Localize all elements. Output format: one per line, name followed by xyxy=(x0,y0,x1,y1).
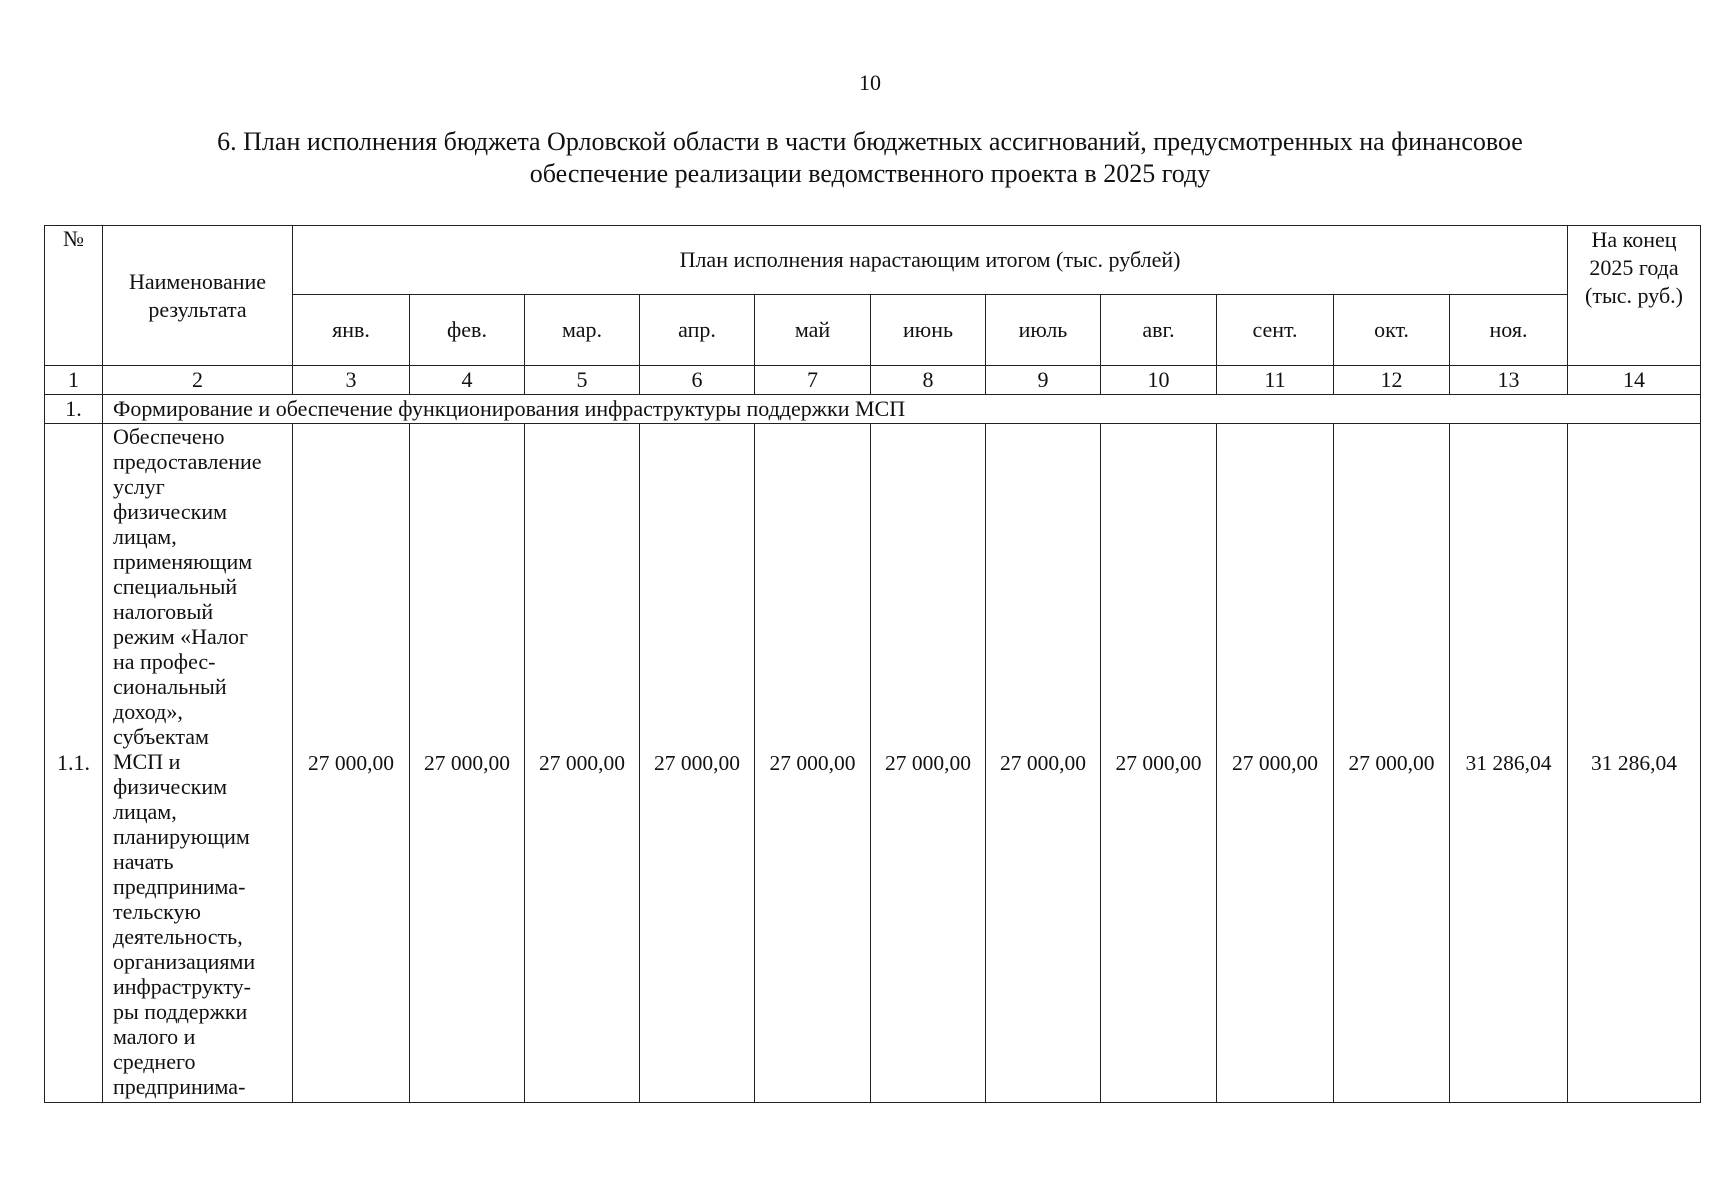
row-value: 27 000,00 xyxy=(1101,424,1217,1103)
header-num: № xyxy=(45,226,103,366)
column-number: 10 xyxy=(1101,366,1217,395)
header-name: Наименование результата xyxy=(103,226,293,366)
row-value: 27 000,00 xyxy=(410,424,525,1103)
column-number: 7 xyxy=(755,366,871,395)
column-number: 9 xyxy=(986,366,1101,395)
row-value: 27 000,00 xyxy=(986,424,1101,1103)
header-month: фев. xyxy=(410,295,525,366)
header-plan: План исполнения нарастающим итогом (тыс. рублей) xyxy=(293,226,1568,295)
header-month: июль xyxy=(986,295,1101,366)
header-month: апр. xyxy=(640,295,755,366)
header-month: сент. xyxy=(1217,295,1334,366)
row-value: 27 000,00 xyxy=(640,424,755,1103)
column-number: 13 xyxy=(1450,366,1568,395)
column-number: 14 xyxy=(1568,366,1701,395)
title-line-2: обеспечение реализации ведомственного проекта в 2025 году xyxy=(529,159,1211,188)
row-value: 27 000,00 xyxy=(871,424,986,1103)
header-month: ноя. xyxy=(1450,295,1568,366)
column-number: 1 xyxy=(45,366,103,395)
table-row xyxy=(45,424,1701,1103)
row-value: 27 000,00 xyxy=(1334,424,1450,1103)
header-month: май xyxy=(755,295,871,366)
row-end-value: 31 286,04 xyxy=(1568,424,1701,1103)
column-numbers-row xyxy=(45,366,1701,395)
budget-plan-table xyxy=(44,225,1701,1103)
section-row xyxy=(45,395,1701,424)
row-value: 27 000,00 xyxy=(525,424,640,1103)
document-title xyxy=(120,126,1620,190)
header-month: авг. xyxy=(1101,295,1217,366)
column-number: 12 xyxy=(1334,366,1450,395)
column-number: 2 xyxy=(103,366,293,395)
header-month: июнь xyxy=(871,295,986,366)
header-row-months xyxy=(45,295,1701,366)
row-number: 1.1. xyxy=(45,424,103,1103)
header-end-of-year: На конец 2025 года (тыс. руб.) xyxy=(1568,226,1701,366)
column-number: 5 xyxy=(525,366,640,395)
column-number: 3 xyxy=(293,366,410,395)
header-row-1 xyxy=(45,226,1701,295)
row-result-name: Обеспечено предоставление услуг физическим лицам, применяющим специальный налоговый режим «Налог на профес- сиональный доход», субъектам МСП и физическим лицам, планирующим начать предпринима- тельскую деятельность, организациями инфраструкту- ры поддержки малого и среднего предпринима- xyxy=(103,424,293,1103)
column-number: 6 xyxy=(640,366,755,395)
section-number: 1. xyxy=(45,395,103,424)
page-number: 10 xyxy=(859,70,881,95)
column-number: 11 xyxy=(1217,366,1334,395)
header-month: янв. xyxy=(293,295,410,366)
column-number: 4 xyxy=(410,366,525,395)
row-value: 31 286,04 xyxy=(1450,424,1568,1103)
row-value: 27 000,00 xyxy=(293,424,410,1103)
row-value: 27 000,00 xyxy=(755,424,871,1103)
title-line-1: 6. План исполнения бюджета Орловской области в части бюджетных ассигнований, предусмотренных на финансовое xyxy=(217,127,1523,156)
column-number: 8 xyxy=(871,366,986,395)
section-title: Формирование и обеспечение функционирования инфраструктуры поддержки МСП xyxy=(103,395,1701,424)
header-month: окт. xyxy=(1334,295,1450,366)
header-month: мар. xyxy=(525,295,640,366)
row-value: 27 000,00 xyxy=(1217,424,1334,1103)
